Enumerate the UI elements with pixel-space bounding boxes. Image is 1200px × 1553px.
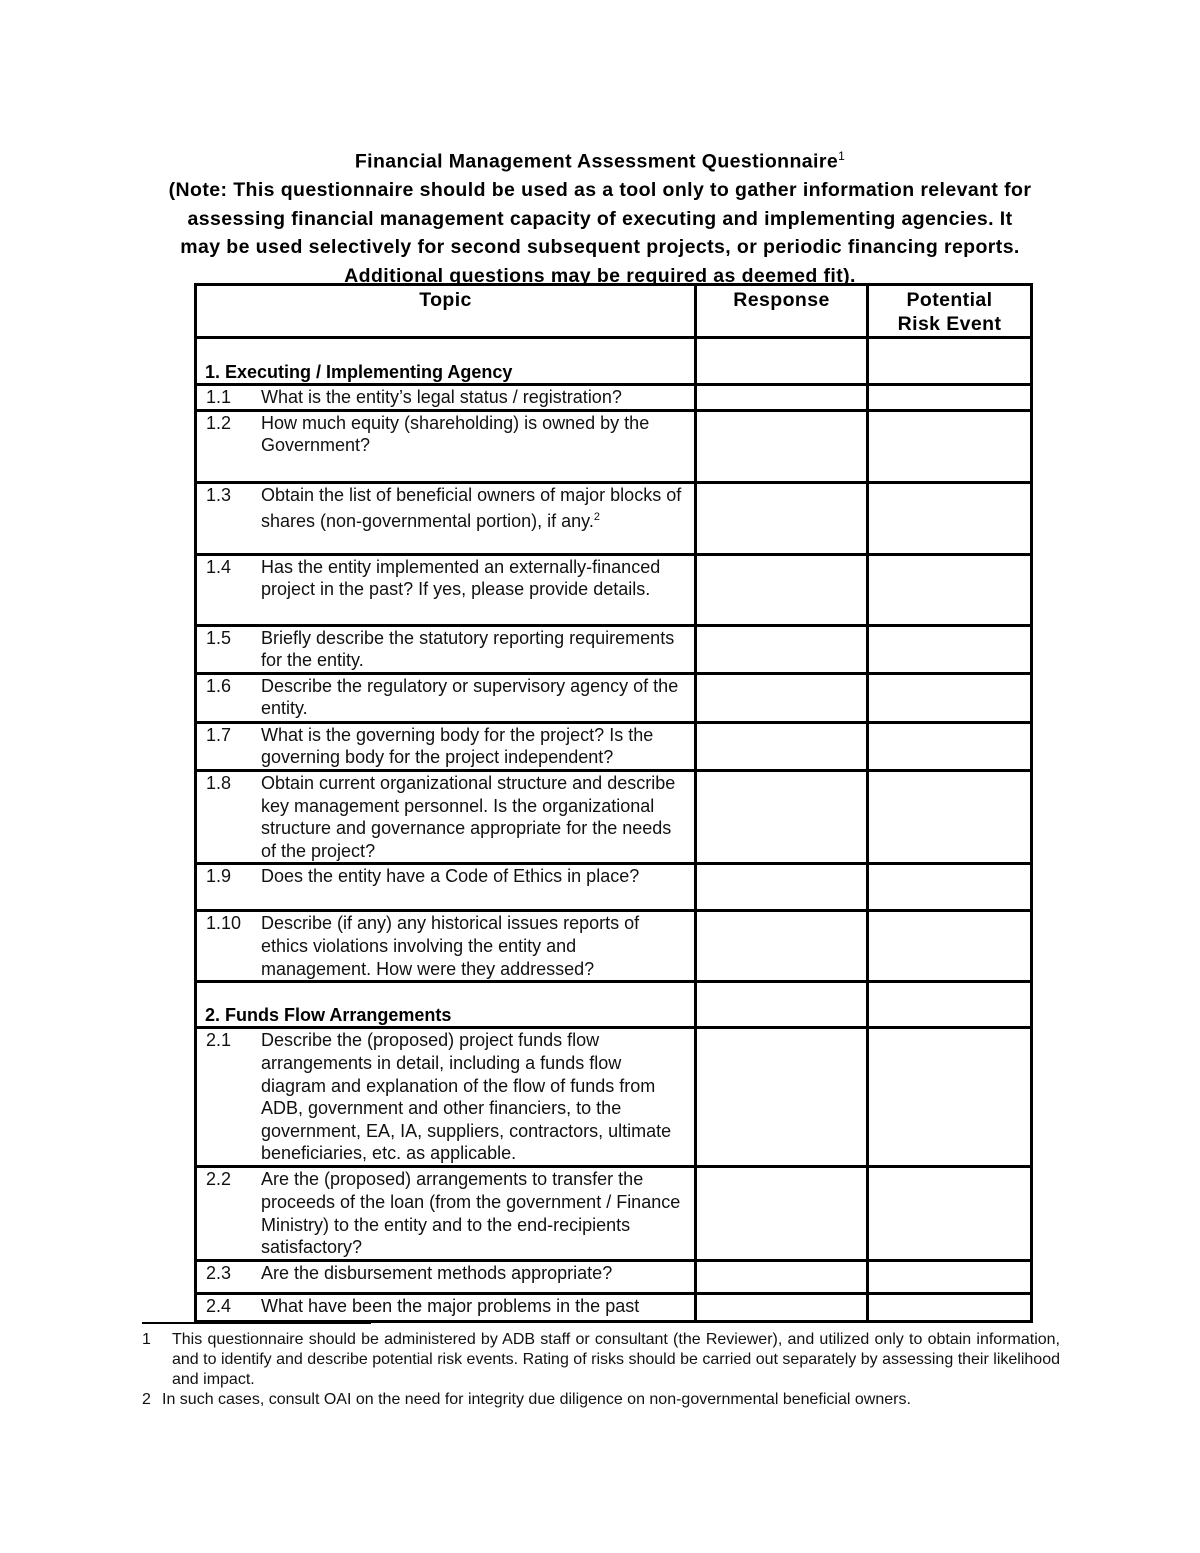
- question-text: Are the (proposed) arrangements to transfer the proceeds of the loan (from the government / Finance Ministry) to the entity and to the end-recipients satisfactory?: [261, 1169, 681, 1258]
- column-header-response: Response: [696, 285, 868, 338]
- question-text: Obtain the list of beneficial owners of major blocks of shares (non-governmental portion), if any.: [261, 484, 682, 532]
- risk-cell[interactable]: [868, 1293, 1032, 1321]
- response-cell[interactable]: [696, 770, 868, 863]
- question-number: 1.6: [206, 675, 232, 696]
- question-text: Describe the (proposed) project funds flow arrangements in detail, including a funds flow diagram and explanation of the flow of funds from ADB, government and other financiers, to the government, EA, IA, suppliers, contractors, ultimate beneficiaries, etc. as applicable.: [261, 1030, 672, 1164]
- risk-cell[interactable]: [868, 625, 1032, 673]
- table-row: [196, 385, 1032, 411]
- risk-cell[interactable]: [868, 1028, 1032, 1167]
- question-number: 1.3: [206, 484, 232, 505]
- question-text: What is the entity’s legal status / registration?: [261, 387, 622, 407]
- table-row: [196, 722, 1032, 770]
- question-text: Has the entity implemented an externally-financed project in the past? If yes, please provide details.: [261, 556, 661, 600]
- footnote-1: 1 This questionnaire should be administered by ADB staff or consultant (the Reviewer), and utilized only to obtain information, and to identify and describe potential risk events. Rating of risks should be carried out separately by assessing their likelihood and impact.: [142, 1331, 1060, 1388]
- table-row: [196, 864, 1032, 911]
- question-number: 2.2: [206, 1169, 232, 1190]
- risk-cell[interactable]: [868, 482, 1032, 554]
- question-text: Are the disbursement methods appropriate?: [261, 1262, 613, 1283]
- question-text: Obtain current organizational structure and describe key management personnel. Is the organizational structure and governance appropriate for the needs of the project?: [261, 772, 676, 861]
- response-cell[interactable]: [696, 864, 868, 911]
- question-number: 1.7: [206, 724, 232, 745]
- response-cell[interactable]: [696, 1167, 868, 1260]
- response-cell[interactable]: [696, 1293, 868, 1321]
- risk-cell[interactable]: [868, 554, 1032, 625]
- question-text: What is the governing body for the project? Is the governing body for the project independent?: [261, 724, 654, 768]
- question-text: What have been the major problems in the past: [261, 1295, 640, 1316]
- document-title: Financial Management Assessment Questionnaire$^1$: [354, 149, 846, 173]
- question-number: 1.2: [206, 412, 232, 433]
- question-number: 2.4: [206, 1295, 232, 1316]
- risk-cell[interactable]: [868, 410, 1032, 482]
- response-cell[interactable]: [696, 982, 868, 1028]
- question-number: 1.8: [206, 772, 232, 793]
- response-cell[interactable]: [696, 1260, 868, 1293]
- response-cell[interactable]: [696, 338, 868, 385]
- footnote-2: 2 In such cases, consult OAI on the need for integrity due diligence on non-governmental beneficial owners.: [142, 1391, 911, 1408]
- questionnaire-table: [194, 283, 1033, 1323]
- question-number: 1.5: [206, 627, 232, 648]
- question-text: Describe (if any) any historical issues reports of ethics violations involving the entity and management. How were they addressed?: [261, 913, 640, 979]
- response-cell[interactable]: [696, 385, 868, 411]
- question-number: 1.9: [206, 866, 232, 887]
- column-header-topic: Topic: [196, 285, 696, 338]
- response-cell[interactable]: [696, 625, 868, 673]
- footnote-ref-2: 2: [593, 511, 600, 524]
- question-number: 1.10: [206, 913, 242, 934]
- question-text: Briefly describe the statutory reporting requirements for the entity.: [261, 627, 675, 671]
- response-cell[interactable]: [696, 673, 868, 722]
- risk-cell[interactable]: [868, 982, 1032, 1028]
- table-row: [196, 673, 1032, 722]
- footnote-ref-1: 1: [838, 149, 846, 163]
- table-row: [196, 1293, 1032, 1321]
- risk-cell[interactable]: [868, 864, 1032, 911]
- response-cell[interactable]: [696, 1028, 868, 1167]
- question-text: Describe the regulatory or supervisory agency of the entity.: [261, 675, 679, 719]
- risk-cell[interactable]: [868, 338, 1032, 385]
- table-row: [196, 911, 1032, 982]
- question-number: 1.1: [206, 387, 232, 407]
- response-cell[interactable]: [696, 482, 868, 554]
- section-row: [196, 338, 1032, 385]
- section-row: [196, 982, 1032, 1028]
- section-title: 1. Executing / Implementing Agency: [205, 362, 513, 382]
- question-number: 1.4: [206, 556, 232, 577]
- risk-cell[interactable]: [868, 722, 1032, 770]
- table-row: [196, 410, 1032, 482]
- risk-cell[interactable]: [868, 385, 1032, 411]
- risk-cell[interactable]: [868, 1167, 1032, 1260]
- risk-cell[interactable]: [868, 673, 1032, 722]
- table-row: [196, 1260, 1032, 1293]
- table-row: [196, 1028, 1032, 1167]
- question-number: 2.1: [206, 1030, 232, 1051]
- question-text: How much equity (shareholding) is owned by the Government?: [261, 412, 650, 456]
- risk-cell[interactable]: [868, 911, 1032, 982]
- note-line: may be used selectively for second subsequent projects, or periodic financing reports.: [180, 236, 1020, 259]
- question-number: 2.3: [206, 1262, 232, 1283]
- section-title: 2. Funds Flow Arrangements: [205, 1005, 452, 1026]
- risk-cell[interactable]: [868, 1260, 1032, 1293]
- note-line: Additional questions may be required as deemed fit).: [344, 264, 856, 287]
- risk-cell[interactable]: [868, 770, 1032, 863]
- response-cell[interactable]: [696, 554, 868, 625]
- note-line: (Note: This questionnaire should be used as a tool only to gather information relevant for: [168, 179, 1032, 202]
- column-header-risk: Potential Risk Event: [868, 285, 1032, 338]
- response-cell[interactable]: [696, 410, 868, 482]
- footnotes: [142, 1330, 1060, 1410]
- table-header-row: [196, 285, 1032, 338]
- table-row: [196, 770, 1032, 863]
- document-header: [120, 142, 1080, 290]
- table-row: [196, 482, 1032, 554]
- response-cell[interactable]: [696, 722, 868, 770]
- table-row: [196, 554, 1032, 625]
- table-row: [196, 625, 1032, 673]
- table-row: [196, 1167, 1032, 1260]
- question-text: Does the entity have a Code of Ethics in place?: [261, 866, 640, 887]
- response-cell[interactable]: [696, 911, 868, 982]
- footnote-separator: [142, 1322, 371, 1324]
- note-line: assessing financial management capacity of executing and implementing agencies. It: [187, 207, 1013, 230]
